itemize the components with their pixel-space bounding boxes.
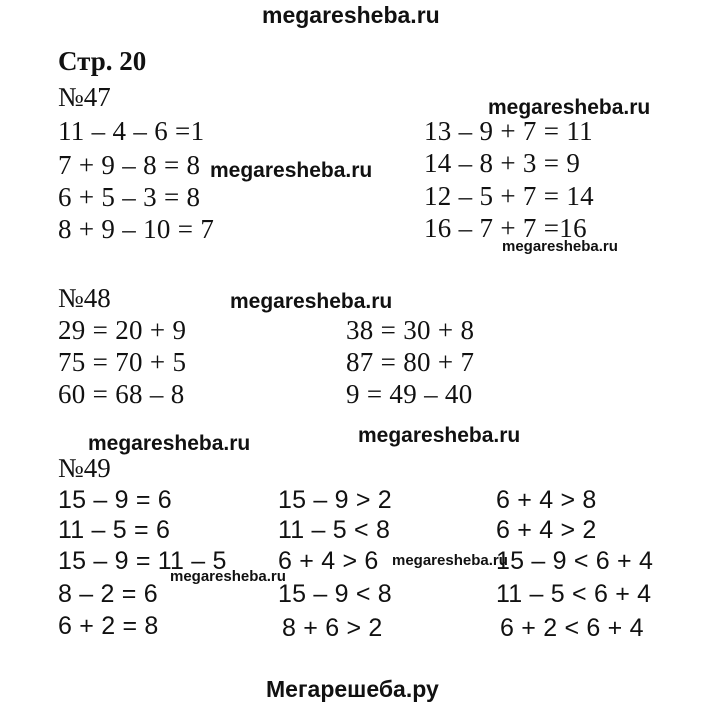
task-47-number: №47	[58, 82, 111, 112]
equation: 11 – 5 < 6 + 4	[496, 580, 652, 608]
page-title: Стр. 20	[58, 46, 147, 76]
equation: 87 = 80 + 7	[346, 347, 475, 377]
watermark: megaresheba.ru	[488, 96, 651, 119]
watermark: megaresheba.ru	[170, 568, 286, 585]
equation: 6 + 4 > 8	[496, 486, 597, 514]
task-49-number: №49	[58, 453, 111, 483]
equation: 12 – 5 + 7 = 14	[424, 181, 594, 211]
equation: 15 – 9 = 11 – 5	[58, 547, 227, 575]
equation: 9 = 49 – 40	[346, 379, 473, 409]
equation: 7 + 9 – 8 = 8	[58, 150, 201, 180]
equation: 6 + 2 < 6 + 4	[500, 614, 644, 642]
watermark: megaresheba.ru	[392, 552, 508, 569]
equation: 11 – 5 = 6	[58, 516, 171, 544]
equation: 6 + 4 > 6	[278, 547, 379, 575]
equation: 14 – 8 + 3 = 9	[424, 148, 581, 178]
equation: 38 = 30 + 8	[346, 315, 475, 345]
equation: 11 – 4 – 6 =1	[58, 116, 205, 146]
equation: 6 + 4 > 2	[496, 516, 597, 544]
equation: 15 – 9 < 6 + 4	[496, 547, 654, 575]
equation: 8 + 6 > 2	[282, 614, 383, 642]
watermark: megaresheba.ru	[210, 159, 373, 182]
watermark: megaresheba.ru	[502, 238, 618, 255]
equation: 11 – 5 < 8	[278, 516, 391, 544]
equation: 8 – 2 = 6	[58, 580, 158, 608]
equation: 75 = 70 + 5	[58, 347, 187, 377]
equation: 29 = 20 + 9	[58, 315, 187, 345]
equation: 15 – 9 = 6	[58, 486, 172, 514]
equation: 8 + 9 – 10 = 7	[58, 214, 215, 244]
watermark: megaresheba.ru	[358, 424, 521, 447]
watermark: megaresheba.ru	[88, 432, 251, 455]
watermark-footer: Мегарешеба.ру	[266, 676, 439, 702]
equation: 6 + 2 = 8	[58, 612, 159, 640]
watermark: megaresheba.ru	[230, 290, 393, 313]
equation: 60 = 68 – 8	[58, 379, 185, 409]
task-48-number: №48	[58, 283, 111, 313]
equation: 13 – 9 + 7 = 11	[424, 116, 593, 146]
equation: 15 – 9 > 2	[278, 486, 392, 514]
equation: 16 – 7 + 7 =16	[424, 213, 587, 243]
equation: 6 + 5 – 3 = 8	[58, 182, 201, 212]
equation: 15 – 9 < 8	[278, 580, 392, 608]
watermark-top: megaresheba.ru	[262, 2, 440, 28]
